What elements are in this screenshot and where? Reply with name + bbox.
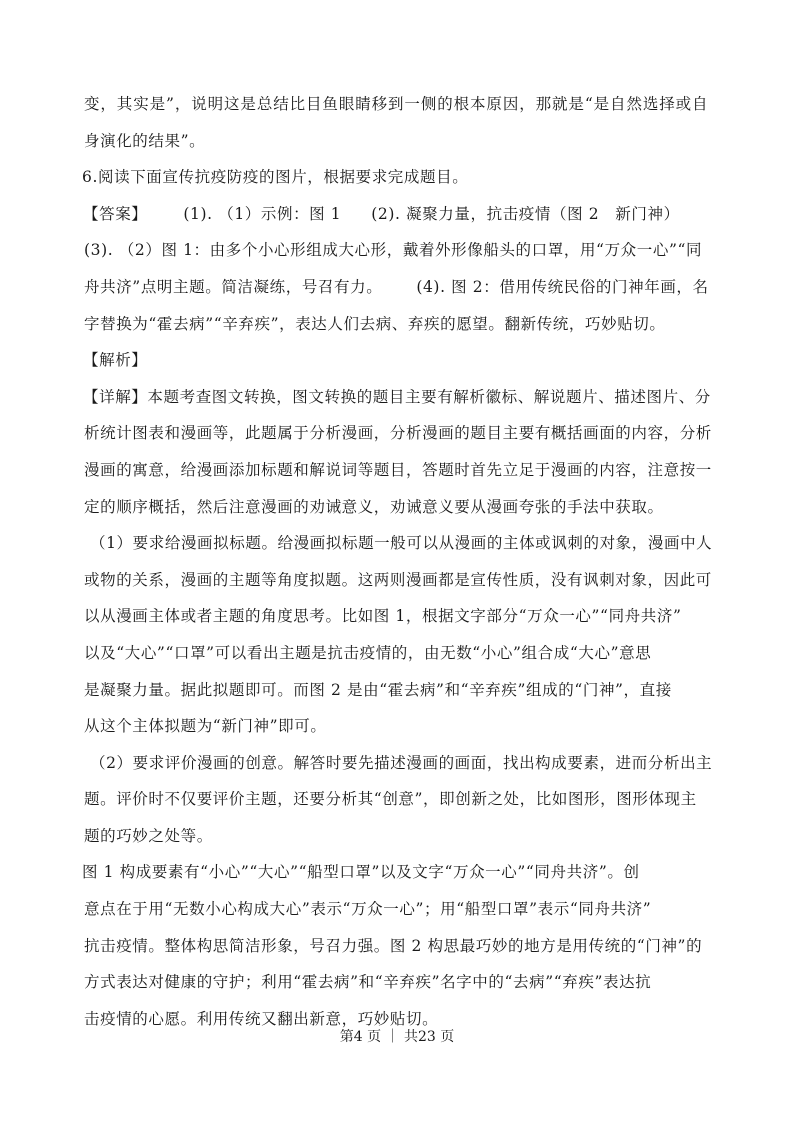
text-line: （1）要求给漫画拟标题。给漫画拟标题一般可以从漫画的主体或讽刺的对象，漫画中人 xyxy=(90,534,713,553)
text-line: 抗击疫情。整体构思简洁形象，号召力强。图 2 构思最巧妙的地方是用传统的“门神”的 xyxy=(84,936,703,955)
answer-part-4: (4). 图 2：借用传统民俗的门神年画，名 xyxy=(416,277,709,296)
page-footer: 第4 页 ｜ 共23 页 xyxy=(339,1029,455,1045)
text-line: （2）要求评价漫画的创意。解答时要先描述漫画的画面，找出构成要素，进而分析出主 xyxy=(90,753,713,772)
text-line: 身演化的结果”。 xyxy=(84,131,206,150)
text-line: 或物的关系，漫画的主题等角度拟题。这两则漫画都是宣传性质，没有讽刺对象，因此可 xyxy=(84,570,712,589)
answer-part-2: (2). 凝聚力量，抗击疫情（图 2 新门神） xyxy=(371,204,680,223)
answer-part-3: (3). （2）图 1：由多个小心形组成大心形，戴着外形像船头的口罩，用“万众一心”“同 xyxy=(84,241,703,260)
answer-part-1: (1). （1）示例：图 1 xyxy=(183,204,342,223)
text-line: 是凝聚力量。据此拟题即可。而图 2 是由“霍去病”和“辛弃疾”组成的“门神”，直接 xyxy=(84,680,672,699)
text-line: 析统计图表和漫画等，此题属于分析漫画，分析漫画的题目主要有概括画面的内容，分析 xyxy=(84,424,712,443)
answer-part-4-end: 字替换为“霍去病”“辛弃疾”，表达人们去病、弃疾的愿望。翻新传统，巧妙贴切。 xyxy=(84,314,666,333)
text-line: 以从漫画主体或者主题的角度思考。比如图 1，根据文字部分“万众一心”“同舟共济” xyxy=(84,607,682,626)
text-line: 从这个主体拟题为“新门神”即可。 xyxy=(84,717,327,736)
text-line: 定的顺序概括，然后注意漫画的劝诫意义，劝诫意义要从漫画夸张的手法中获取。 xyxy=(84,497,664,516)
answer-continued xyxy=(84,269,714,306)
document-body xyxy=(84,86,714,1037)
text-line: 意点在于用“无数小心构成大心”表示“万众一心”；用“船型口罩”表示“同舟共济” xyxy=(84,900,652,919)
answer-part-3-end: 舟共济”点明主题。简洁凝练，号召有力。 xyxy=(84,277,383,296)
text-line: 【详解】本题考查图文转换，图文转换的题目主要有解析徽标、解说题片、描述图片、分 xyxy=(83,387,711,406)
text-line: 以及“大心”“口罩”可以看出主题是抗击疫情的，由无数“小心”组合成“大心”意思 xyxy=(84,643,652,662)
answer-label: 【答案】 xyxy=(83,204,148,223)
analysis-label: 【解析】 xyxy=(83,351,148,370)
question-heading: 6.阅读下面宣传抗疫防疫的图片，根据要求完成题目。 xyxy=(82,168,469,187)
text-line: 题。评价时不仅要评价主题，还要分析其“创意”，即创新之处，比如图形，图形体现主 xyxy=(84,790,697,809)
text-line: 击疫情的心愿。利用传统又翻出新意，巧妙贴切。 xyxy=(84,1009,439,1028)
text-line: 题的巧妙之处等。 xyxy=(84,826,213,845)
text-line: 图 1 构成要素有“小心”“大心”“船型口罩”以及文字“万众一心”“同舟共济”。创 xyxy=(82,863,640,882)
answer-line xyxy=(83,196,714,233)
text-line: 方式表达对健康的守护；利用“霍去病”和“辛弃疾”名字中的“去病”“弃疾”表达抗 xyxy=(84,973,652,992)
text-line: 漫画的寓意，给漫画添加标题和解说词等题目，答题时首先立足于漫画的内容，注意按一 xyxy=(84,460,712,479)
text-line: 变，其实是”，说明这是总结比目鱼眼睛移到一侧的根本原因，那就是“是自然选择或自 xyxy=(84,95,709,113)
